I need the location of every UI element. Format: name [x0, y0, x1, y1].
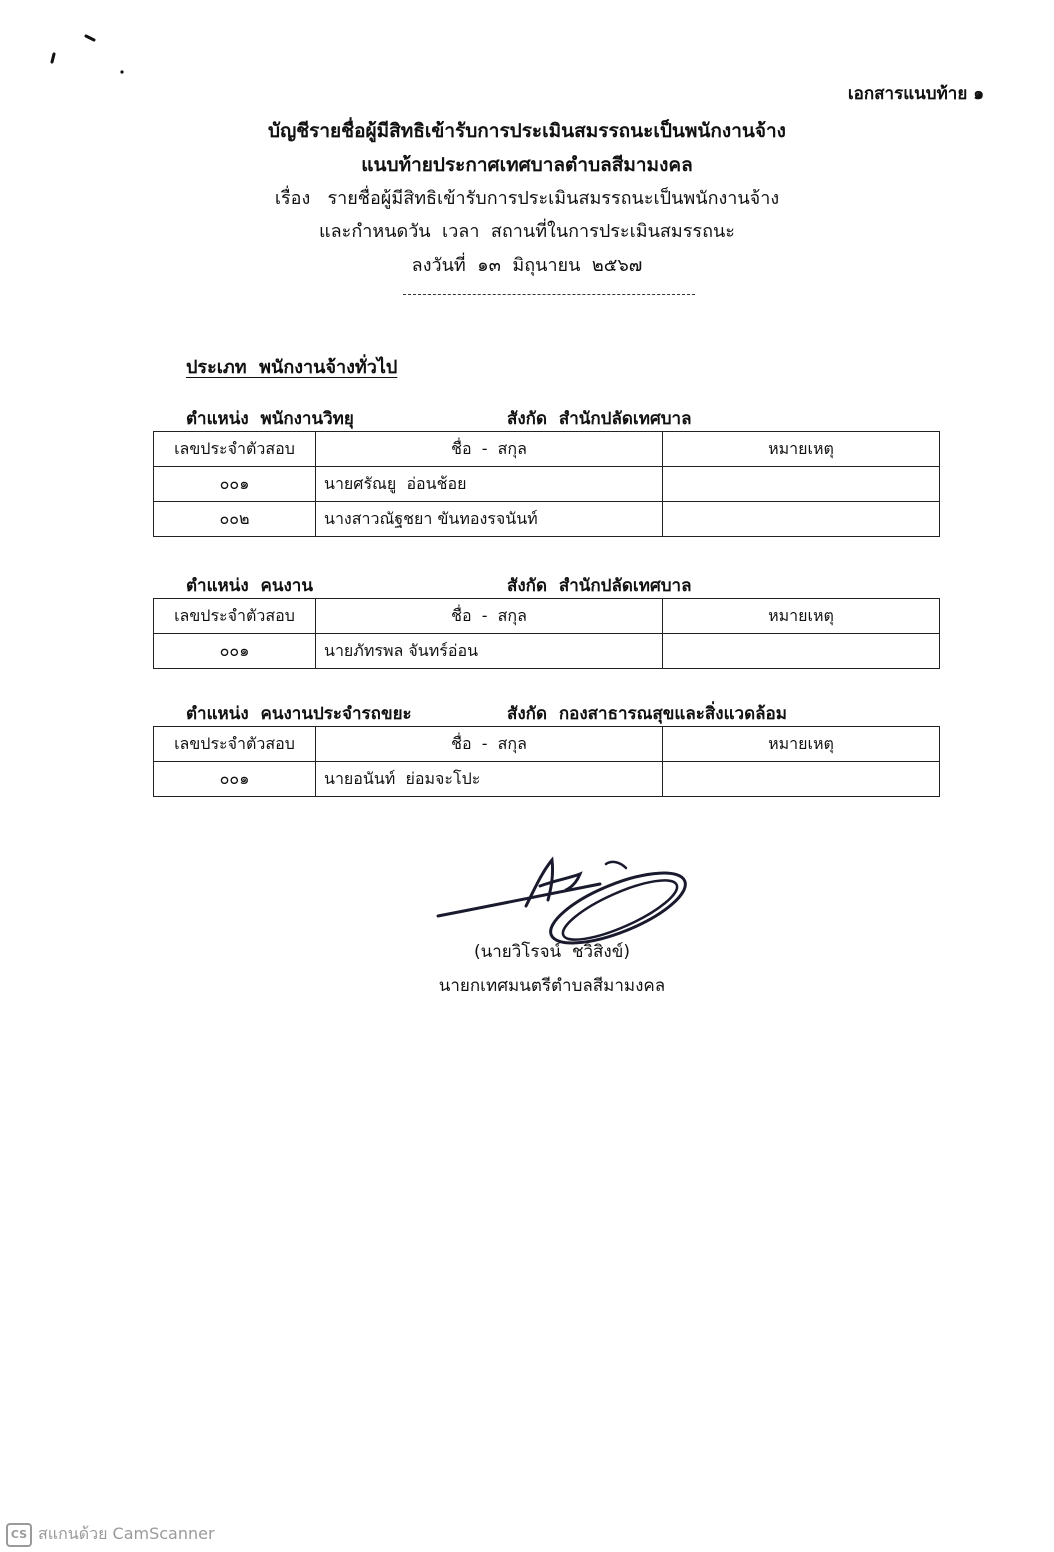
table-header-row: [154, 599, 940, 634]
exam-id-cell: ๐๐๒: [154, 502, 316, 537]
header-remark: หมายเหตุ: [663, 727, 940, 762]
position-section: [153, 405, 937, 537]
header-remark: หมายเหตุ: [663, 432, 940, 467]
subject-line: เรื่อง รายชื่อผู้มีสิทธิเข้ารับการประเมินสมรรถนะเป็นพนักงานจ้าง: [274, 188, 780, 209]
candidate-table: [153, 598, 940, 669]
exam-id-cell: ๐๐๑: [154, 467, 316, 502]
candidate-table: [153, 726, 940, 797]
subject-line-2: และกำหนดวัน เวลา สถานที่ในการประเมินสมรรถนะ: [319, 221, 735, 242]
candidate-table: [153, 431, 940, 537]
position-label: ตำแหน่ง คนงานประจำรถขยะ: [186, 704, 412, 724]
table-row: [154, 762, 940, 797]
exam-id-cell: ๐๐๑: [154, 762, 316, 797]
position-label: ตำแหน่ง พนักงานวิทยุ: [186, 409, 354, 429]
remark-cell: [663, 467, 940, 502]
scanner-watermark: [6, 1522, 215, 1547]
table-row: [154, 634, 940, 669]
document-subtitle: แนบท้ายประกาศเทศบาลตำบลสีมามงคล: [361, 154, 693, 176]
scan-specks: [40, 28, 150, 88]
header-full-name: ชื่อ - สกุล: [316, 599, 663, 634]
remark-cell: [663, 634, 940, 669]
table-row: [154, 467, 940, 502]
table-header-row: [154, 432, 940, 467]
affiliation-label: สังกัด สำนักปลัดเทศบาล: [507, 576, 692, 596]
affiliation-label: สังกัด กองสาธารณสุขและสิ่งแวดล้อม: [507, 704, 787, 724]
header-exam-id: เลขประจำตัวสอบ: [154, 432, 316, 467]
table-header-row: [154, 727, 940, 762]
date-line: ลงวันที่ ๑๓ มิถุนายน ๒๕๖๗: [411, 255, 643, 276]
header-full-name: ชื่อ - สกุล: [316, 432, 663, 467]
remark-cell: [663, 502, 940, 537]
position-label: ตำแหน่ง คนงาน: [186, 576, 313, 596]
separator-line: [403, 294, 695, 295]
signatory-name: (นายวิโรจน์ ชวิสิงข์): [474, 942, 630, 962]
signatory-title: นายกเทศมนตรีตำบลสีมามงคล: [438, 976, 666, 996]
header-exam-id: เลขประจำตัวสอบ: [154, 727, 316, 762]
name-cell: นายภัทรพล จันทร์อ่อน: [316, 634, 663, 669]
exam-id-cell: ๐๐๑: [154, 634, 316, 669]
name-cell: นายอนันท์ ย่อมจะโปะ: [316, 762, 663, 797]
remark-cell: [663, 762, 940, 797]
table-row: [154, 502, 940, 537]
affiliation-label: สังกัด สำนักปลัดเทศบาล: [507, 409, 692, 429]
header-full-name: ชื่อ - สกุล: [316, 727, 663, 762]
header-exam-id: เลขประจำตัวสอบ: [154, 599, 316, 634]
document-title: บัญชีรายชื่อผู้มีสิทธิเข้ารับการประเมินสมรรถนะเป็นพนักงานจ้าง: [268, 120, 786, 142]
name-cell: นายศรัณยู อ่อนช้อย: [316, 467, 663, 502]
handwritten-signature: [430, 850, 700, 950]
attachment-reference: เอกสารแนบท้าย ๑: [847, 84, 984, 104]
employee-category: ประเภท พนักงานจ้างทั่วไป: [186, 357, 398, 378]
watermark-text: สแกนด้วย CamScanner: [38, 1524, 215, 1543]
camscanner-logo-icon: CS: [6, 1523, 32, 1547]
name-cell: นางสาวณัฐชยา ขันทองรจนันท์: [316, 502, 663, 537]
position-section: [153, 700, 937, 797]
position-section: [153, 572, 937, 669]
header-remark: หมายเหตุ: [663, 599, 940, 634]
